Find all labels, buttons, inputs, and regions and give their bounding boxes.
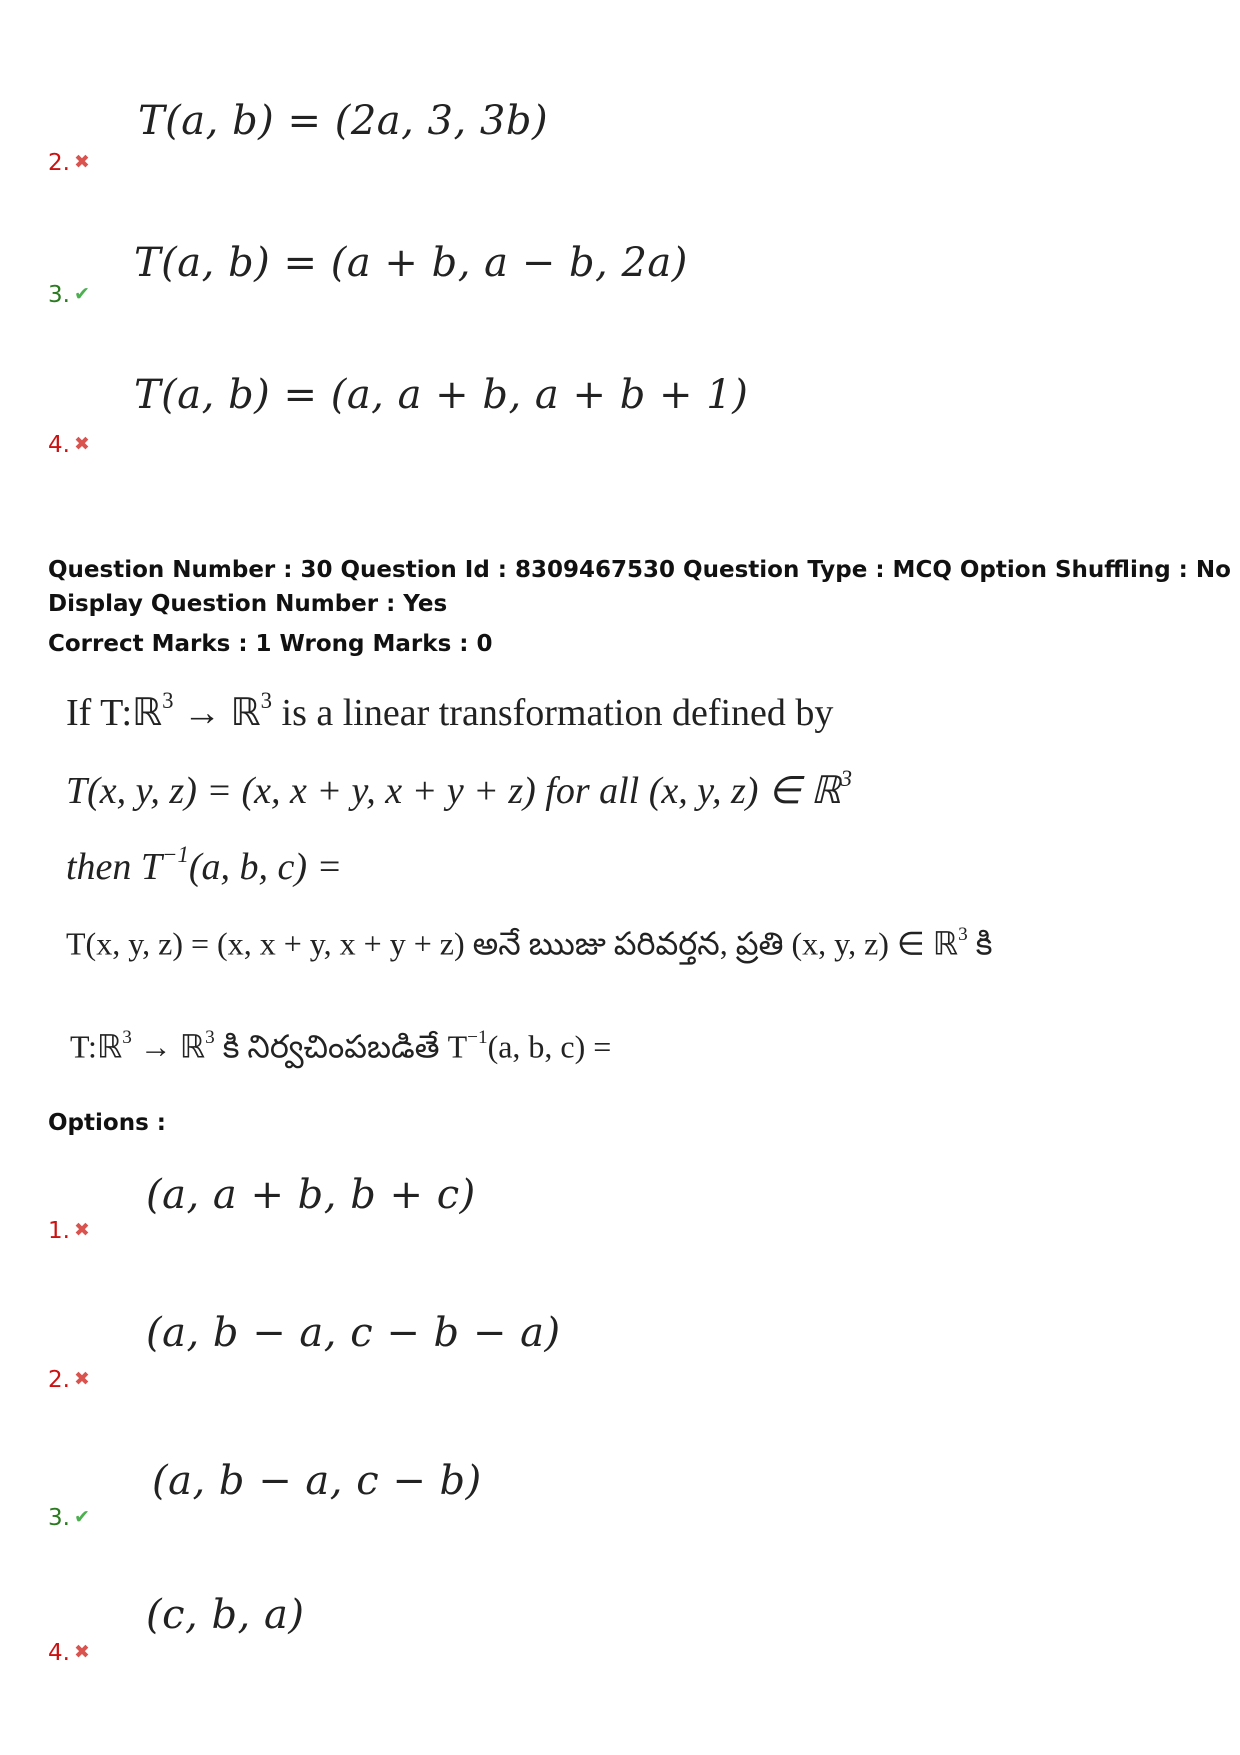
question-meta-line2: Display Question Number : Yes bbox=[48, 591, 448, 617]
option-3-number: 3. bbox=[48, 1505, 70, 1531]
question-text-segment: then T bbox=[66, 846, 163, 889]
option-4-number: 4. bbox=[48, 1640, 70, 1666]
option-1-number: 1. bbox=[48, 1218, 70, 1244]
question-text-segment: → ℝ bbox=[131, 1028, 206, 1065]
prev-option-2-marker bbox=[48, 150, 90, 176]
option-3-marker bbox=[48, 1505, 90, 1531]
superscript: 3 bbox=[958, 924, 968, 945]
question-text-segment: (a, b, c) = bbox=[188, 846, 343, 889]
question-text-segment: T(x, y, z) = (x, x + y, x + y + z) అనే ఋజు పరివర్తన, ప్రతి (x, y, z) ∈ ℝ bbox=[66, 925, 959, 962]
prev-option-4-math: T(a, b) = (a, a + b, a + b + 1) bbox=[134, 372, 749, 418]
option-3-math: (a, b − a, c − b) bbox=[152, 1458, 482, 1504]
prev-option-4-marker bbox=[48, 432, 90, 458]
question-meta-line1: Question Number : 30 Question Id : 8309467530 Question Type : MCQ Option Shuffling : No bbox=[48, 557, 1231, 583]
superscript: −1 bbox=[162, 842, 189, 867]
cross-icon: ✖ bbox=[73, 1641, 90, 1663]
question-text-segment: T(x, y, z) = (x, x + y, x + y + z) for all (x, y, z) ∈ ℝ bbox=[66, 770, 841, 813]
option-2-number: 2. bbox=[48, 1367, 70, 1393]
check-icon: ✔ bbox=[73, 1506, 90, 1528]
cross-icon: ✖ bbox=[73, 1368, 90, 1390]
question-text-segment: → ℝ bbox=[173, 692, 261, 735]
superscript: 3 bbox=[162, 688, 174, 713]
question-meta-line3: Correct Marks : 1 Wrong Marks : 0 bbox=[48, 631, 493, 657]
question-text-en-line3 bbox=[66, 842, 342, 889]
question-text-segment: (a, b, c) = bbox=[487, 1028, 612, 1065]
superscript: 3 bbox=[840, 766, 853, 791]
option-4-marker bbox=[48, 1640, 90, 1666]
option-2-math: (a, b − a, c − b − a) bbox=[146, 1310, 561, 1356]
question-text-en-line2 bbox=[66, 766, 852, 813]
cross-icon: ✖ bbox=[73, 433, 90, 455]
option-1-marker bbox=[48, 1218, 90, 1244]
cross-icon: ✖ bbox=[73, 151, 90, 173]
question-text-segment: కి నిర్వచింపబడితే T bbox=[214, 1028, 468, 1065]
option-1-math: (a, a + b, b + c) bbox=[146, 1172, 476, 1218]
cross-icon: ✖ bbox=[73, 1219, 90, 1241]
prev-option-2-number: 2. bbox=[48, 150, 70, 176]
question-text-segment: T:ℝ bbox=[70, 1028, 123, 1065]
superscript: 3 bbox=[205, 1027, 215, 1048]
option-2-marker bbox=[48, 1367, 90, 1393]
prev-option-3-marker bbox=[48, 282, 90, 308]
question-text-segment: కి bbox=[967, 925, 993, 962]
check-icon: ✔ bbox=[73, 283, 90, 305]
prev-option-2-math: T(a, b) = (2a, 3, 3b) bbox=[138, 98, 549, 144]
option-4-math: (c, b, a) bbox=[146, 1592, 305, 1638]
superscript: 3 bbox=[260, 688, 273, 713]
superscript: −1 bbox=[467, 1027, 488, 1048]
question-text-segment: is a linear transformation defined by bbox=[272, 692, 834, 735]
question-text-te-line2 bbox=[70, 1027, 611, 1073]
prev-option-3-math: T(a, b) = (a + b, a − b, 2a) bbox=[134, 240, 688, 286]
superscript: 3 bbox=[122, 1027, 132, 1048]
question-text-te-line1 bbox=[66, 924, 992, 970]
prev-option-3-number: 3. bbox=[48, 282, 70, 308]
options-label: Options : bbox=[48, 1110, 166, 1136]
question-text-en-line1 bbox=[66, 688, 833, 735]
question-text-segment: If T:ℝ bbox=[66, 692, 163, 735]
prev-option-4-number: 4. bbox=[48, 432, 70, 458]
